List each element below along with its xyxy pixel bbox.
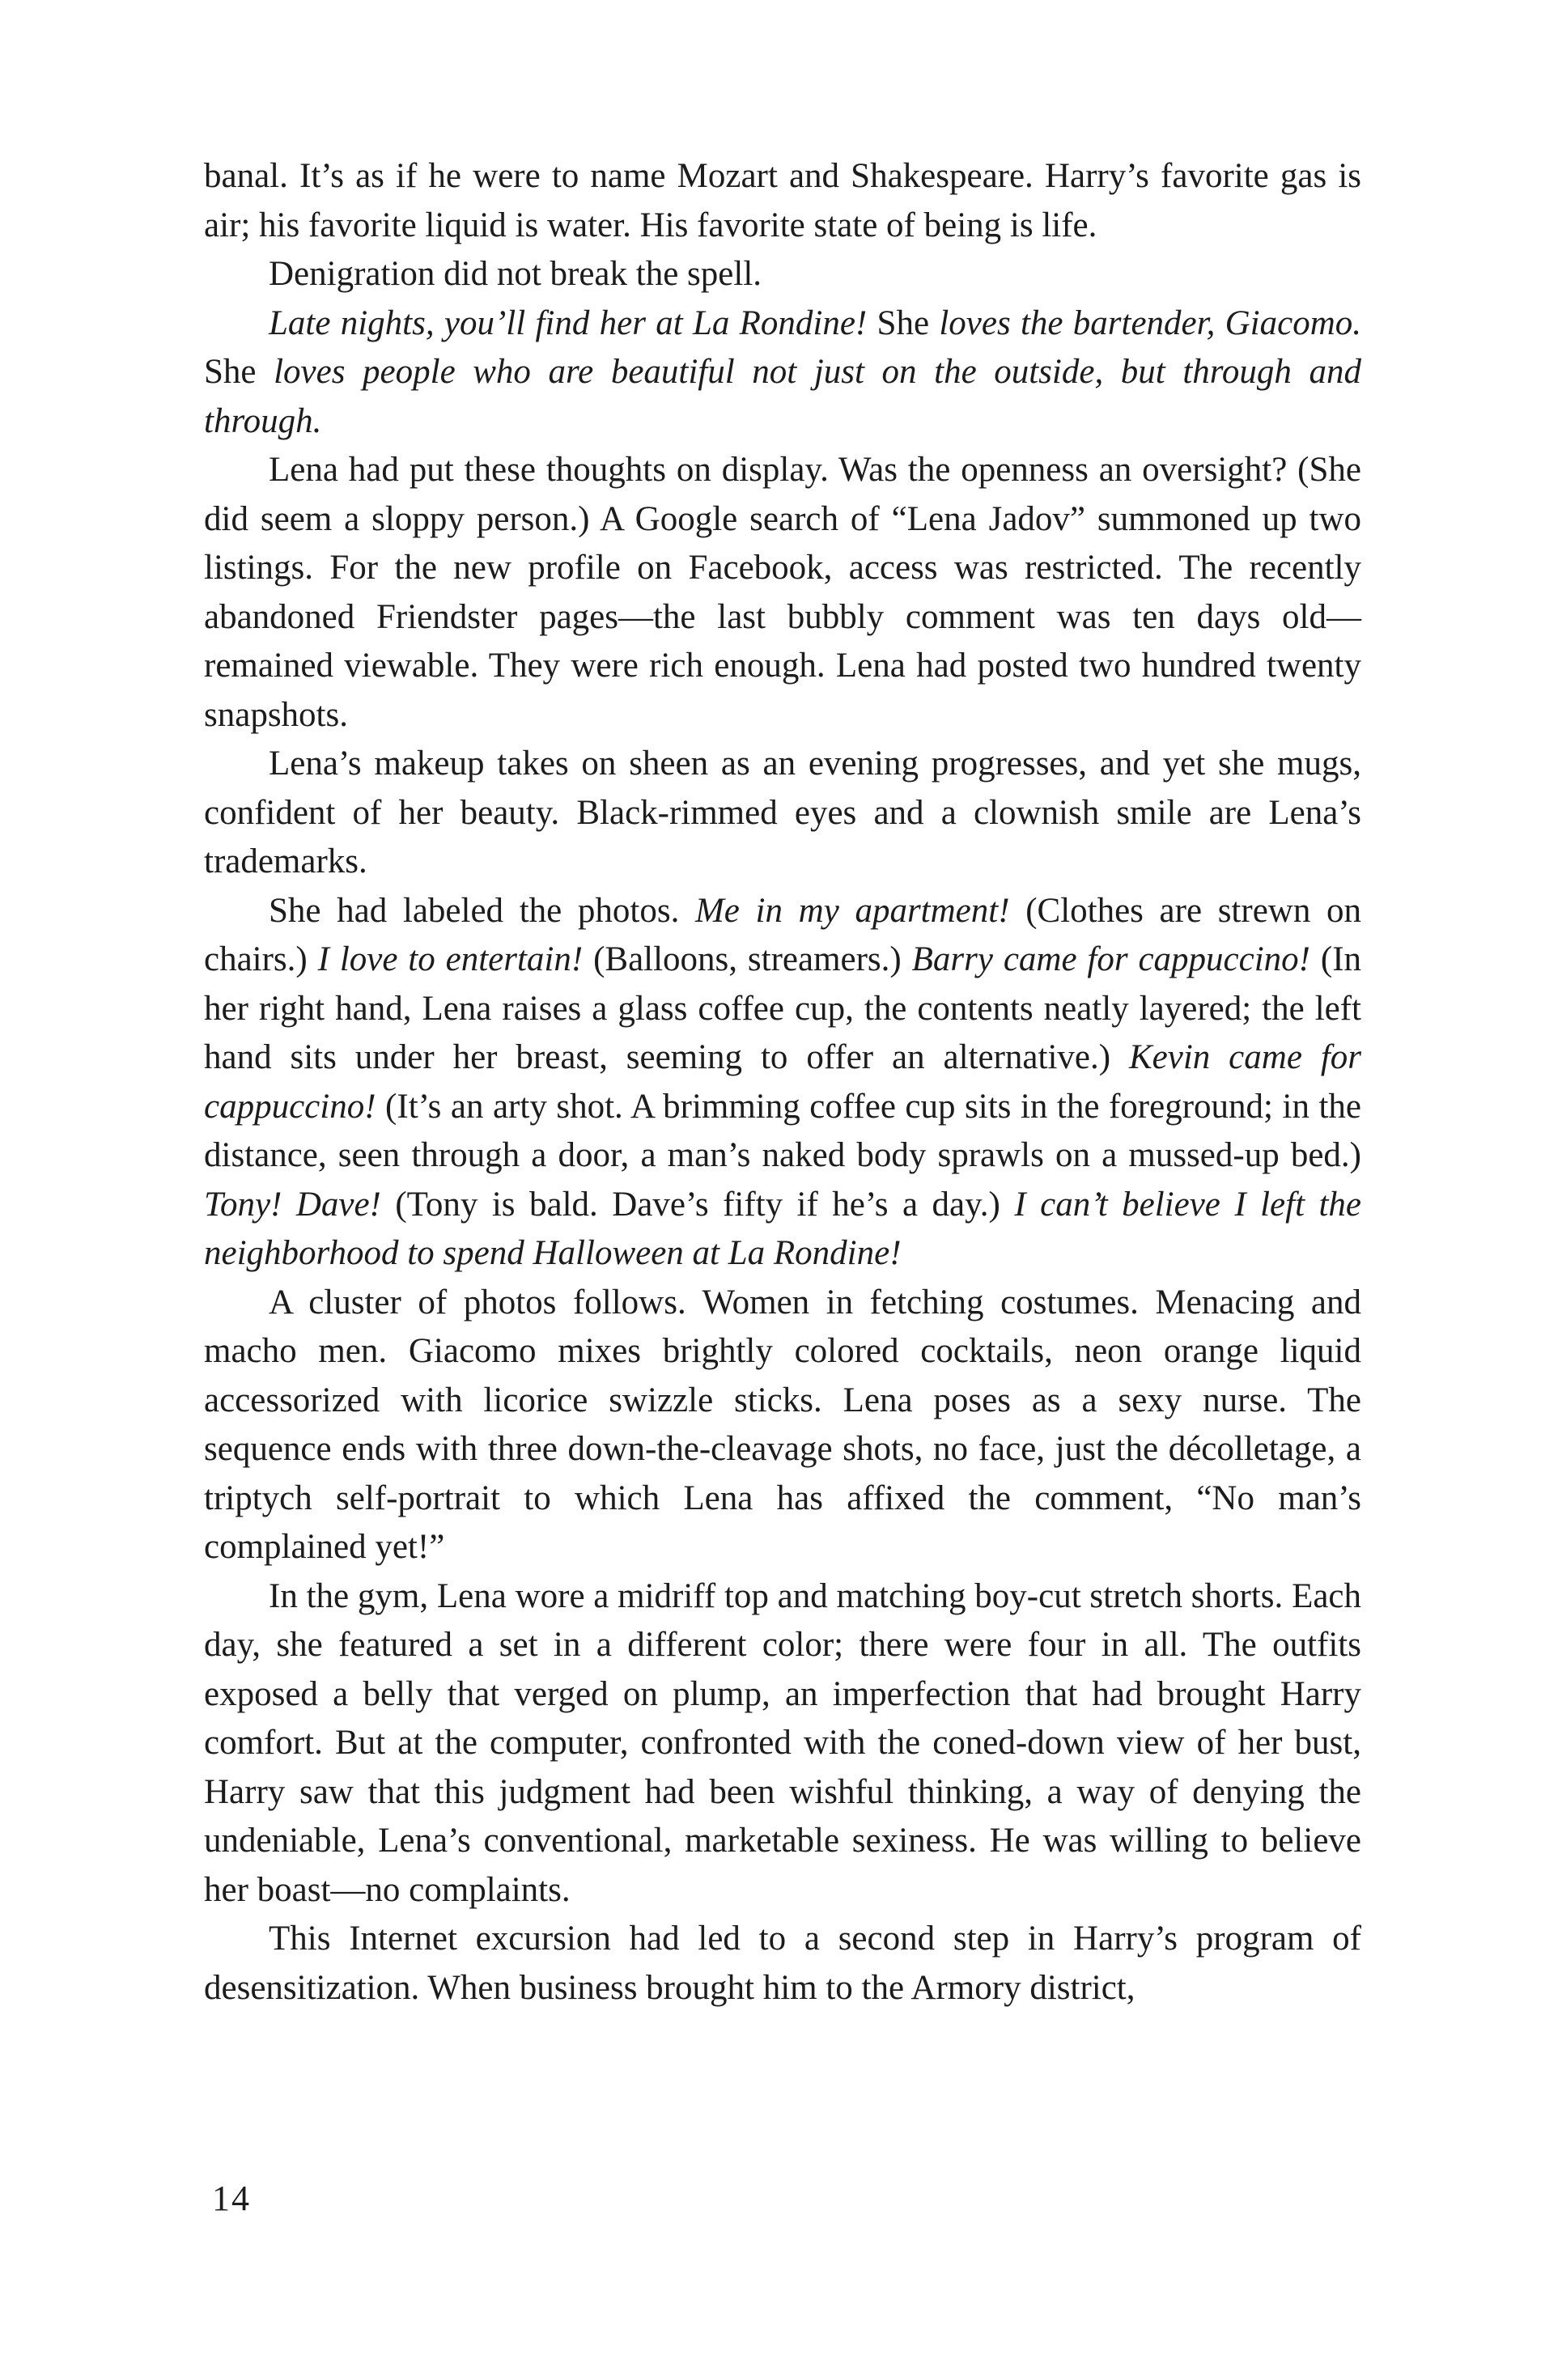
paragraph	[204, 152, 1361, 250]
text-run: In the gym, Lena wore a midriff top and matching boy-cut stretch shorts. Each day, she featured a set in a different color; there were four in all. The outfits exposed a belly that verged on plump, an imperfection that had brought Harry comfort. But at the computer, confronted with the coned-down view of her bust, Harry saw that this judgment had been wishful thinking, a way of denying the undeniable, Lena’s conventional, marketable sexiness. He was willing to believe her boast—no complaints.	[204, 1576, 1361, 1909]
text-run: Denigration did not break the spell.	[269, 255, 762, 293]
italic-text: Me in my apartment!	[694, 891, 1010, 930]
italic-text: loves people who are beautiful not just on the outside, but through and through.	[204, 353, 1361, 440]
body-text	[204, 152, 1361, 2013]
text-run: banal. It’s as if he were to name Mozart and Shakespeare. Harry’s favorite gas is air; his favorite liquid is water. His favorite state of being is life.	[204, 157, 1361, 244]
italic-text: Kevin came for cappuccino!	[204, 1038, 1362, 1126]
paragraph	[204, 299, 1361, 447]
text-run: She	[867, 303, 940, 342]
paragraph	[204, 446, 1361, 740]
text-run: She had labeled the photos.	[269, 891, 695, 930]
italic-text: Late nights, you’ll find her at La Rondine!	[269, 303, 868, 342]
italic-text: I can’t believe I left the neighborhood to spend Halloween at La Rondine!	[204, 1185, 1362, 1272]
text-run: A cluster of photos follows. Women in fetching costumes. Menacing and macho men. Giacomo mixes brightly colored cocktails, neon orange liquid accessorized with licorice swizzle sticks. Lena poses as a sexy nurse. The sequence ends with three down-the-cleavage shots, no face, just the décolletage, a triptych self-portrait to which Lena has affixed the comment, “No man’s complained yet!”	[204, 1283, 1361, 1566]
text-run: (Clothes are strewn on chairs.)	[204, 891, 1361, 978]
text-run: (It’s an arty shot. A brimming coffee cup sits in the foreground; in the distance, seen through a door, a man’s naked body sprawls on a mussed-up bed.)	[204, 1087, 1361, 1174]
italic-text: Tony! Dave!	[204, 1185, 381, 1224]
paragraph	[204, 1572, 1361, 1915]
paragraph	[204, 1279, 1361, 1572]
text-run: (In her right hand, Lena raises a glass coffee cup, the contents neatly layered; the left hand sits under her breast, seeming to offer an alternative.)	[204, 940, 1362, 1076]
text-run: She	[204, 353, 274, 391]
text-run: (Balloons, streamers.)	[583, 940, 912, 978]
paragraph	[204, 250, 1361, 299]
text-run: This Internet excursion had led to a second step in Harry’s program of desensitization. When business brought him to the Armory district,	[204, 1920, 1361, 2007]
paragraph	[204, 1915, 1361, 2013]
italic-text: loves the bartender, Giacomo.	[939, 303, 1362, 342]
text-run: Lena’s makeup takes on sheen as an evening progresses, and yet she mugs, confident of her beauty. Black-rimmed eyes and a clownish smile are Lena’s trademarks.	[204, 745, 1361, 880]
italic-text: I love to entertain!	[317, 940, 584, 978]
paragraph	[204, 887, 1361, 1279]
text-run: Lena had put these thoughts on display. Was the openness an oversight? (She did seem a sloppy person.) A Google search of “Lena Jadov” summoned up two listings. For the new profile on Facebook, access was restricted. The recently abandoned Friendster pages—the last bubbly comment was ten days old—remained viewable. They were rich enough. Lena had posted two hundred twenty snapshots.	[204, 451, 1361, 734]
text-run: (Tony is bald. Dave’s fifty if he’s a day.)	[380, 1185, 1015, 1224]
italic-text: Barry came for cappuccino!	[911, 940, 1310, 978]
paragraph	[204, 740, 1361, 887]
page-number: 14	[212, 2178, 251, 2218]
